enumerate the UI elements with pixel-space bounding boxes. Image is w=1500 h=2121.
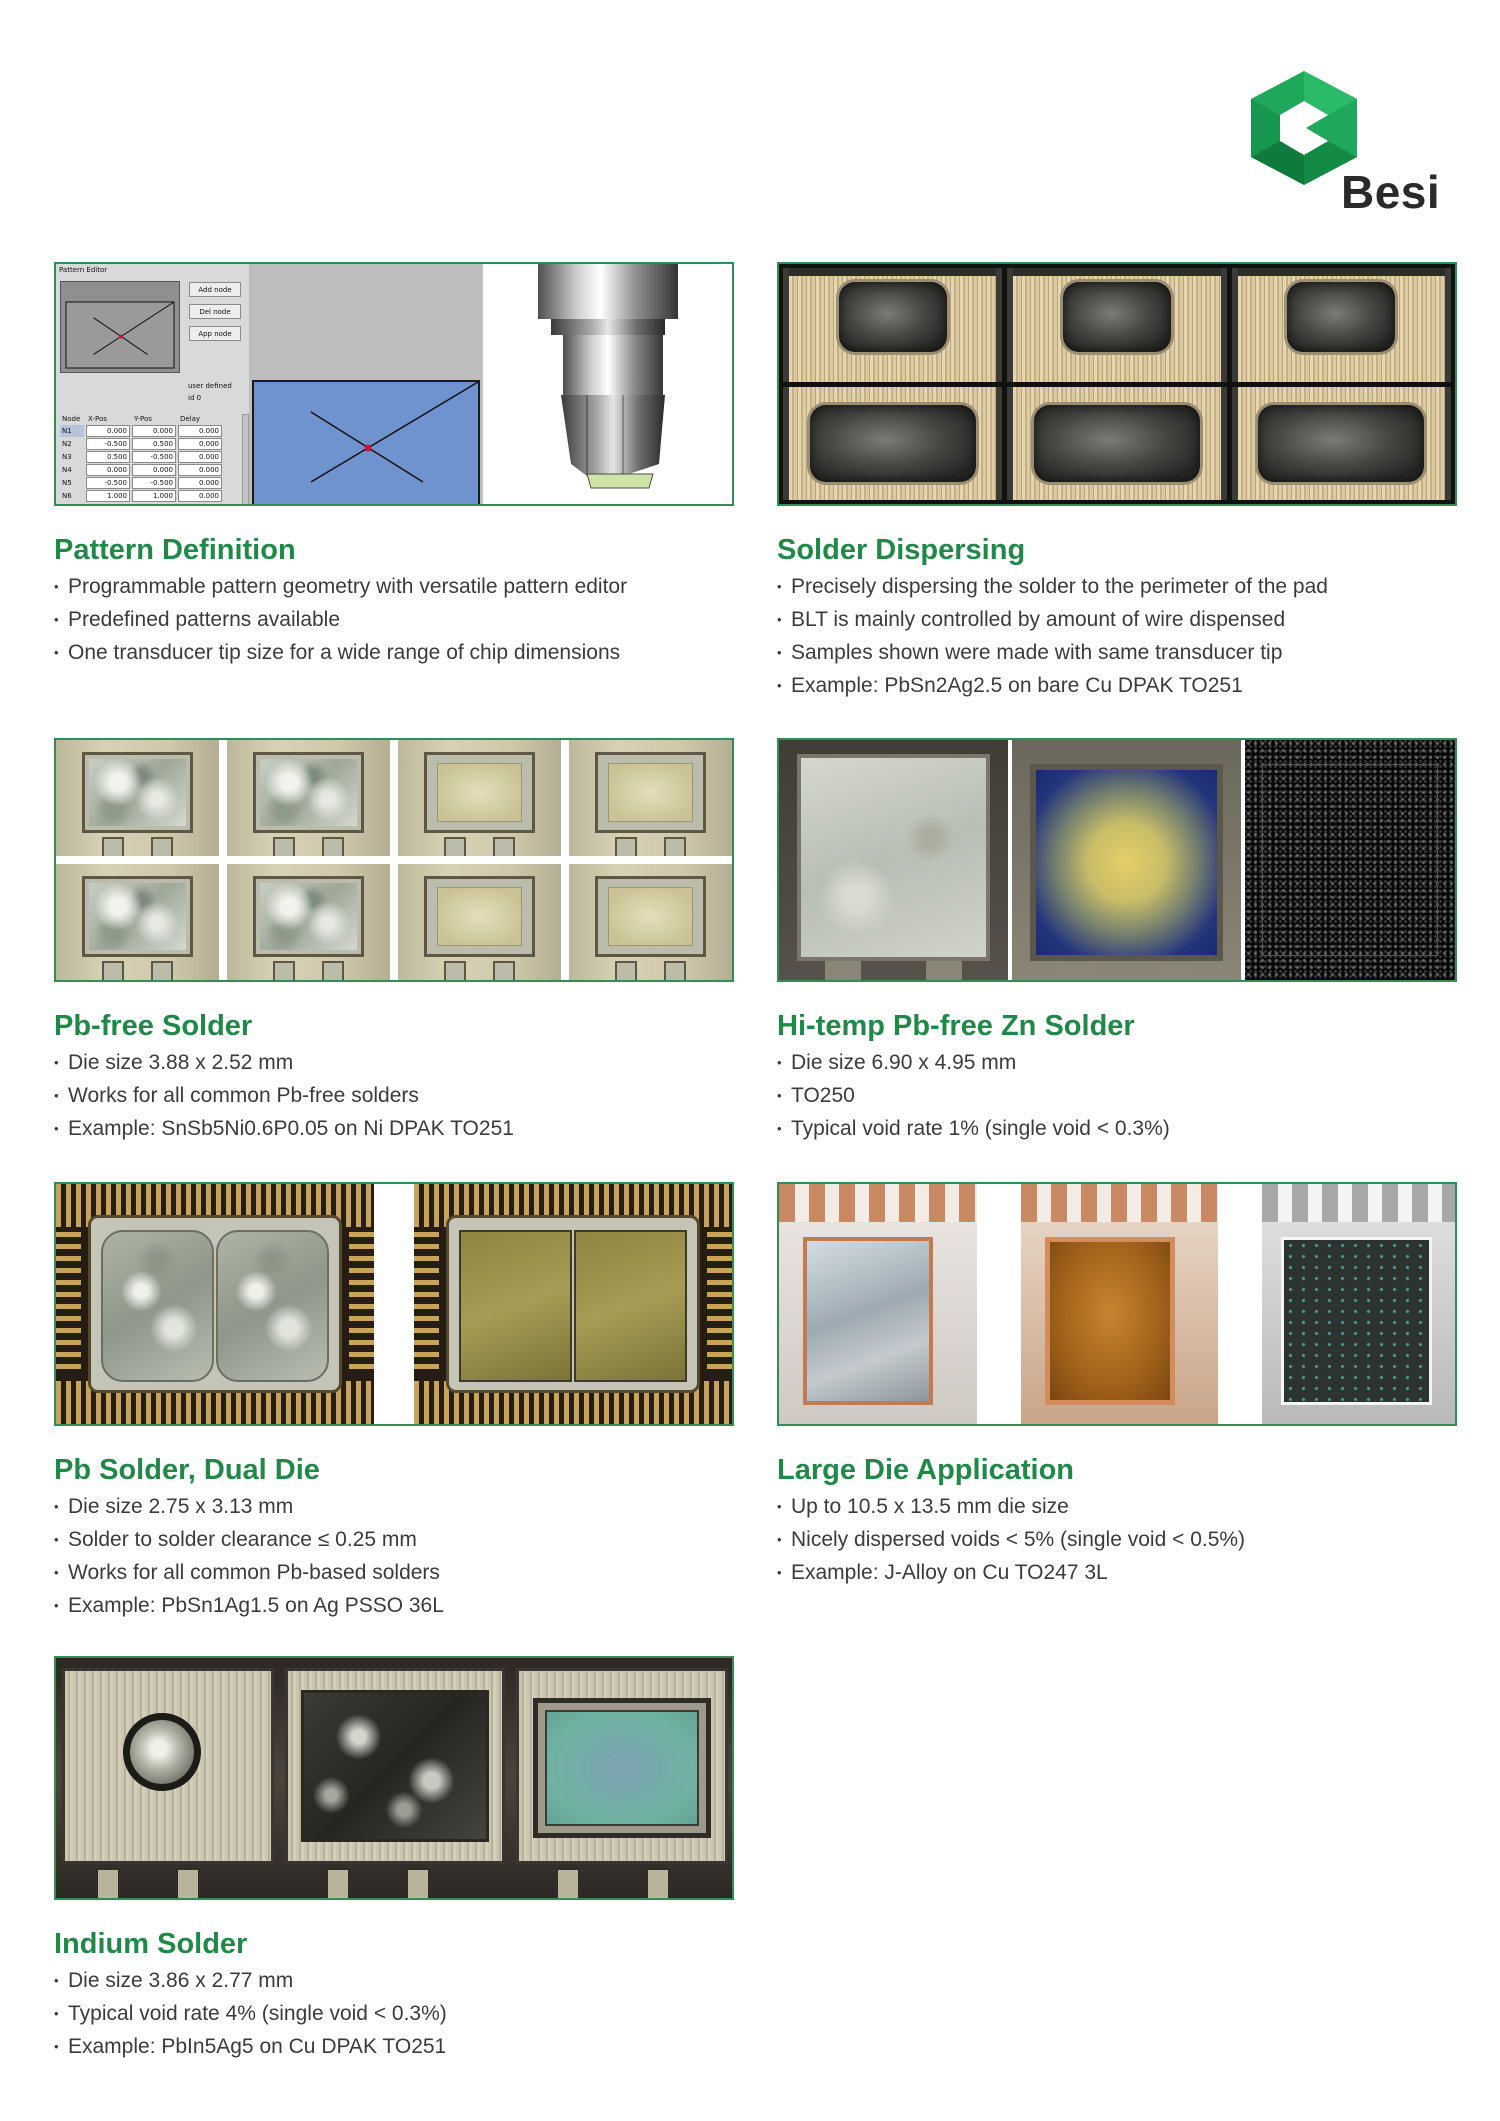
pattern-canvas	[249, 264, 483, 504]
y-pos-cell: -0.500	[132, 451, 176, 463]
feature-bullets	[54, 1046, 734, 1145]
sample-photo	[783, 268, 1002, 382]
large-die-image	[777, 1182, 1457, 1426]
xray-color-photo	[1012, 740, 1241, 980]
sample-photo	[1007, 268, 1226, 382]
node-id: N5	[62, 479, 72, 487]
feature-bullets	[777, 1490, 1457, 1589]
bullet-item: • Samples shown were made with same transducer tip	[777, 636, 1457, 669]
solder-photo	[56, 1184, 374, 1424]
feature-title: Indium Solder	[54, 1928, 248, 1960]
indium-solder-image	[54, 1656, 734, 1900]
table-row	[60, 477, 222, 489]
feature-title: Large Die Application	[777, 1454, 1075, 1486]
node-table-header	[60, 413, 222, 424]
sample-photo	[56, 864, 219, 980]
die-attached-photo	[516, 1668, 728, 1864]
y-pos-cell: 0.500	[132, 438, 176, 450]
feature-large-die-application	[777, 1182, 1457, 1589]
feature-bullets	[54, 570, 734, 669]
dispersed-solder-photo	[285, 1668, 505, 1864]
solder-photo	[779, 1184, 977, 1424]
sample-photo	[227, 864, 390, 980]
y-pos-cell: 1.000	[132, 490, 176, 502]
bullet-item: • Works for all common Pb-free solders	[54, 1079, 734, 1112]
pattern-name-label: user defined	[188, 382, 232, 390]
bullet-item: • Example: PbSn2Ag2.5 on bare Cu DPAK TO251	[777, 669, 1457, 702]
sample-photo	[398, 864, 561, 980]
bullet-item: • Typical void rate 4% (single void < 0.3%)	[54, 1997, 734, 2030]
bullet-item: • Example: J-Alloy on Cu TO247 3L	[777, 1556, 1457, 1589]
feature-pattern-definition	[54, 262, 734, 669]
die-attached-photo	[414, 1184, 732, 1424]
bullet-item: • Die size 2.75 x 3.13 mm	[54, 1490, 734, 1523]
sample-photo	[56, 740, 219, 856]
feature-title: Hi-temp Pb-free Zn Solder	[777, 1010, 1135, 1042]
feature-title: Pattern Definition	[54, 534, 296, 566]
bullet-item: • Typical void rate 1% (single void < 0.3%)	[777, 1112, 1457, 1145]
pattern-preview-drawing	[61, 282, 179, 372]
x-pos-cell: 0.500	[86, 451, 130, 463]
delay-cell: 0.000	[178, 477, 222, 489]
x-pos-cell: -0.500	[86, 438, 130, 450]
del-node-button: Del node	[189, 304, 241, 319]
feature-bullets	[54, 1964, 734, 2063]
feature-bullets	[54, 1490, 734, 1622]
bullet-item: • Up to 10.5 x 13.5 mm die size	[777, 1490, 1457, 1523]
x-pos-cell: 1.000	[86, 490, 130, 502]
optical-photo	[779, 740, 1008, 980]
feature-title: Pb Solder, Dual Die	[54, 1454, 320, 1486]
add-node-button: Add node	[189, 282, 241, 297]
x-pos-cell: -0.500	[86, 477, 130, 489]
hi-temp-solder-image	[777, 738, 1457, 982]
delay-cell: 0.000	[178, 490, 222, 502]
bullet-item: • Predefined patterns available	[54, 603, 734, 636]
bullet-item: • Die size 6.90 x 4.95 mm	[777, 1046, 1457, 1079]
table-scrollbar	[242, 414, 249, 506]
delay-cell: 0.000	[178, 451, 222, 463]
transducer-tip-icon	[483, 264, 732, 504]
y-pos-cell: 0.000	[132, 464, 176, 476]
bullet-item: • Die size 3.86 x 2.77 mm	[54, 1964, 734, 1997]
sample-photo	[1232, 387, 1451, 501]
die-attached-photo	[1021, 1184, 1218, 1424]
sample-photo	[398, 740, 561, 856]
feature-title: Solder Dispersing	[777, 534, 1026, 566]
bullet-item: • Example: PbSn1Ag1.5 on Ag PSSO 36L	[54, 1589, 734, 1622]
node-id: N4	[62, 466, 72, 474]
bullet-item: • Example: PbIn5Ag5 on Cu DPAK TO251	[54, 2030, 734, 2063]
table-row	[60, 464, 222, 476]
pb-free-solder-image	[54, 738, 734, 982]
bullet-item: • Example: SnSb5Ni0.6P0.05 on Ni DPAK TO251	[54, 1112, 734, 1145]
feature-pb-solder-dual-die	[54, 1182, 734, 1622]
node-id: N6	[62, 492, 72, 500]
sample-photo	[569, 864, 732, 980]
delay-cell: 0.000	[178, 464, 222, 476]
app-node-button: App node	[189, 326, 241, 341]
pattern-preview	[60, 281, 180, 373]
x-pos-cell: 0.000	[86, 464, 130, 476]
bullet-item: • Precisely dispersing the solder to the perimeter of the pad	[777, 570, 1457, 603]
column-header: Node	[62, 414, 81, 423]
table-row	[60, 438, 222, 450]
sample-photo	[783, 387, 1002, 501]
column-header: Delay	[180, 414, 201, 423]
table-row	[60, 451, 222, 463]
transducer-tip-photo	[483, 264, 732, 504]
y-pos-cell: -0.500	[132, 477, 176, 489]
pattern-canvas-area	[252, 380, 480, 506]
node-id: N3	[62, 453, 72, 461]
pattern-id-label: id 0	[188, 394, 202, 402]
besi-wordmark: Besi	[1341, 166, 1441, 218]
feature-pb-free-solder	[54, 738, 734, 1145]
feature-hi-temp-zn-solder	[777, 738, 1457, 1145]
bullet-item: • BLT is mainly controlled by amount of wire dispensed	[777, 603, 1457, 636]
bullet-item: • Solder to solder clearance ≤ 0.25 mm	[54, 1523, 734, 1556]
delay-cell: 0.000	[178, 438, 222, 450]
sample-photo	[227, 740, 390, 856]
void-analysis-photo	[1245, 740, 1455, 980]
table-row	[60, 490, 222, 502]
x-pos-cell: 0.000	[86, 425, 130, 437]
sample-photo	[1232, 268, 1451, 382]
column-header: Y-Pos	[134, 414, 152, 423]
bullet-item: • Nicely dispersed voids < 5% (single void < 0.5%)	[777, 1523, 1457, 1556]
y-pos-cell: 0.000	[132, 425, 176, 437]
wire-dot-photo	[62, 1668, 274, 1864]
xray-photo	[1262, 1184, 1455, 1424]
node-id: N1	[60, 425, 84, 437]
solder-dispersing-image	[777, 262, 1457, 506]
feature-indium-solder	[54, 1656, 734, 2063]
pattern-lines	[254, 382, 478, 506]
table-row	[60, 425, 222, 437]
column-header: X-Pos	[88, 414, 107, 423]
bullet-item: • One transducer tip size for a wide range of chip dimensions	[54, 636, 734, 669]
feature-bullets	[777, 1046, 1457, 1145]
feature-solder-dispersing	[777, 262, 1457, 702]
pattern-definition-image	[54, 262, 734, 506]
bullet-item: • Die size 3.88 x 2.52 mm	[54, 1046, 734, 1079]
bullet-item: • TO250	[777, 1079, 1457, 1112]
feature-title: Pb-free Solder	[54, 1010, 253, 1042]
node-table	[58, 412, 224, 503]
sample-photo	[569, 740, 732, 856]
bullet-item: • Works for all common Pb-based solders	[54, 1556, 734, 1589]
delay-cell: 0.000	[178, 425, 222, 437]
node-marker-icon	[365, 445, 372, 452]
bullet-item: • Programmable pattern geometry with versatile pattern editor	[54, 570, 734, 603]
node-id: N2	[62, 440, 72, 448]
pattern-editor-screenshot	[56, 264, 250, 504]
feature-bullets	[777, 570, 1457, 702]
sample-photo	[1007, 387, 1226, 501]
dual-die-image	[54, 1182, 734, 1426]
pattern-editor-title: Pattern Editor	[59, 266, 108, 274]
